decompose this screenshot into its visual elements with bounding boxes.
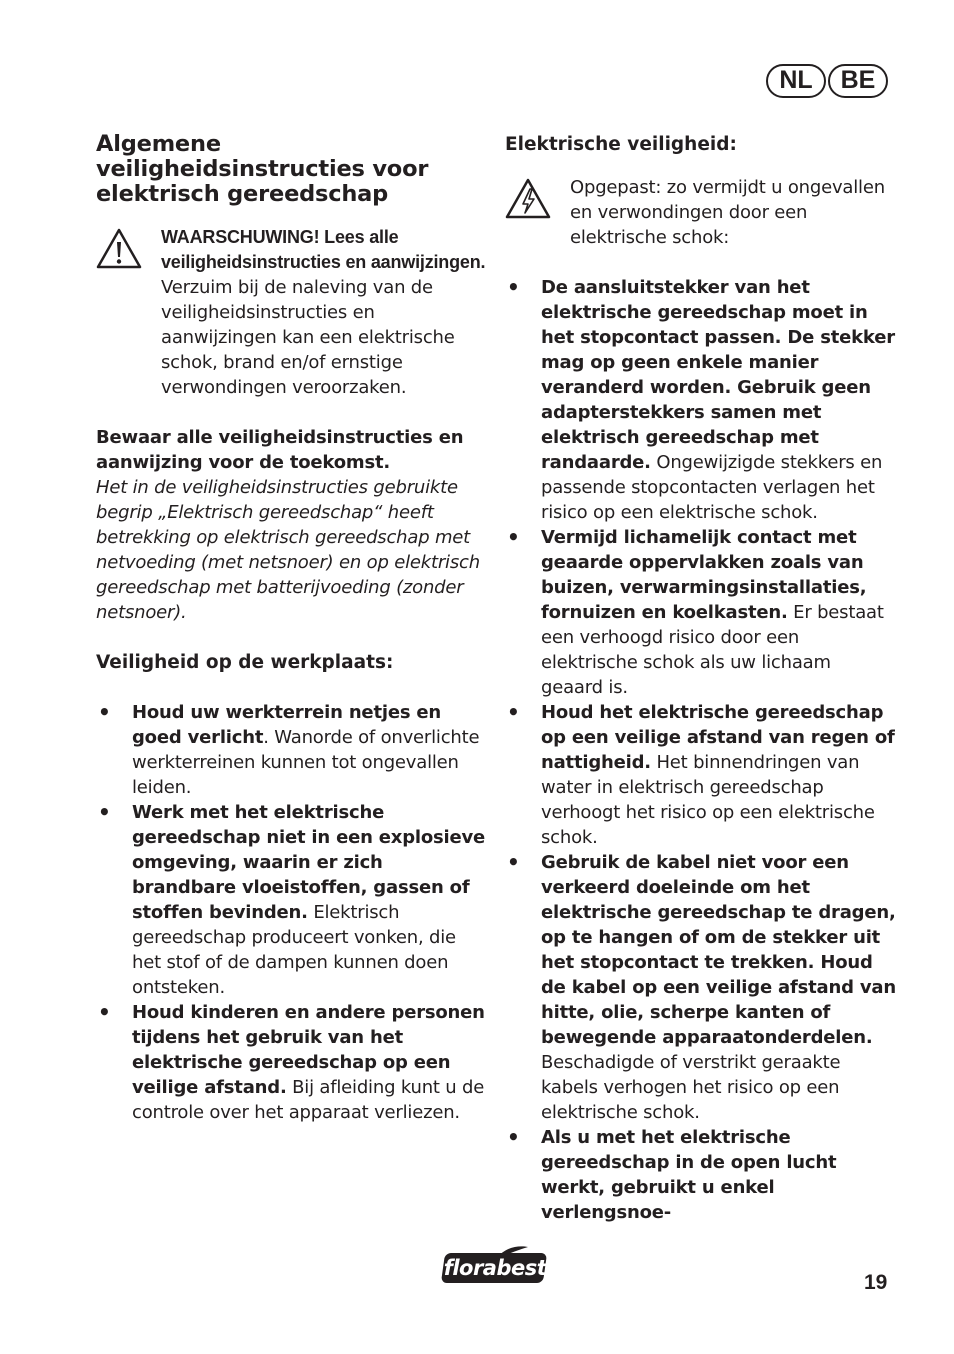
language-badge-nl: NL (766, 64, 826, 98)
bullet: • (98, 800, 111, 824)
list-item: • Houd kinderen en andere personen tijdens het gebruik van het elektrische gereedschap op een veilige afstand. Bij afleiding kunt u de controle over het apparaat verliezen. (98, 1000, 485, 1123)
general-warning (96, 225, 486, 400)
bullet: • (507, 1125, 520, 1149)
warning-lead: WAARSCHUWING! Lees alle veiligheidsinstructies en aanwijzingen. (161, 227, 486, 272)
list-item: • De aansluitstekker van het elektrische gereedschap moet in het stopcontact passen. De stekker mag op geen enkele manier veranderd worden. Gebruik geen adapterstekkers samen met elektrisch gereedschap met randaarde. Ongewijzigde stekkers en passende stopcontacten verlagen het risico op een elektrische schok. (507, 275, 895, 523)
bullet: • (507, 700, 520, 724)
florabest-logo (443, 1245, 547, 1285)
electrical-caution (505, 175, 897, 250)
workplace-list (96, 700, 486, 1125)
list-item: • Houd het elektrische gereedschap op een veilige afstand van regen of nattigheid. Het binnendringen van water in elektrisch gereedschap verhoogt het risico op een elektrische schok. (507, 700, 895, 848)
electrical-safety-list (505, 275, 897, 1225)
electric-shock-warning-icon (505, 177, 551, 219)
list-item: • Houd uw werkterrein netjes en goed verlicht. Wanorde of onverlichte werkterreinen kunnen tot ongevallen leiden. (98, 700, 480, 798)
electrical-safety-heading: Elektrische veiligheid: (505, 134, 737, 155)
bullet: • (98, 700, 111, 724)
keep-instructions-note: Het in de veiligheidsinstructies gebruikte begrip „Elektrisch gereedschap“ heeft betrekking op elektrisch gereedschap met netvoeding (met netsnoer) en op elektrisch gereedschap met batterijvoeding (zonder netsnoer). (96, 477, 480, 623)
list-item: • Vermijd lichamelijk contact met geaarde oppervlakken zoals van buizen, verwarmingsinstallaties, fornuizen en koelkasten. Er bestaat een verhoogd risico door een elektrische schok als uw lichaam geaard is. (507, 525, 884, 698)
right-column (505, 132, 897, 1225)
warning-text: Verzuim bij de naleving van de veiligheidsinstructies en aanwijzingen kan een elektrische schok, brand en/of ernstige verwondingen veroorzaken. (161, 277, 455, 398)
list-item: • Gebruik de kabel niet voor een verkeerd doeleinde om het elektrische gereedschap te dragen, op te hangen of om de stekker uit het stopcontact te trekken. Houd de kabel op een veilige afstand van hitte, olie, scherpe kanten of bewegende apparaatonderdelen. Beschadigde of verstrikt geraakte kabels verhogen het risico op een elektrische schok. (507, 850, 896, 1123)
list-item: • Werk met het elektrische gereedschap niet in een explosieve omgeving, waarin er zich brandbare vloeistoffen, gassen of stoffen bevinden. Elektrisch gereedschap produceert vonken, die het stof of de dampen kunnen doen ontsteken. (98, 800, 486, 998)
language-badge-be: BE (828, 64, 888, 98)
logo-text: florabest (443, 1256, 547, 1280)
list-item: • Als u met het elektrische gereedschap in de open lucht werkt, gebruikt u enkel verlengsnoe- (507, 1125, 837, 1223)
bullet: • (507, 850, 520, 874)
left-column (96, 132, 486, 1125)
warning-exclamation-icon (96, 227, 142, 269)
page-number: 19 (864, 1271, 888, 1294)
section-title: Algemene veiligheidsinstructies voor elektrisch gereedschap (96, 131, 429, 207)
bullet: • (507, 275, 520, 299)
keep-instructions-heading: Bewaar alle veiligheidsinstructies en aanwijzing voor de toekomst. (96, 427, 464, 473)
bullet: • (507, 525, 520, 549)
workplace-heading: Veiligheid op de werkplaats: (96, 652, 394, 673)
caution-text: Opgepast: zo vermijdt u ongevallen en verwondingen door een elektrische schok: (570, 177, 885, 248)
bullet: • (98, 1000, 111, 1024)
